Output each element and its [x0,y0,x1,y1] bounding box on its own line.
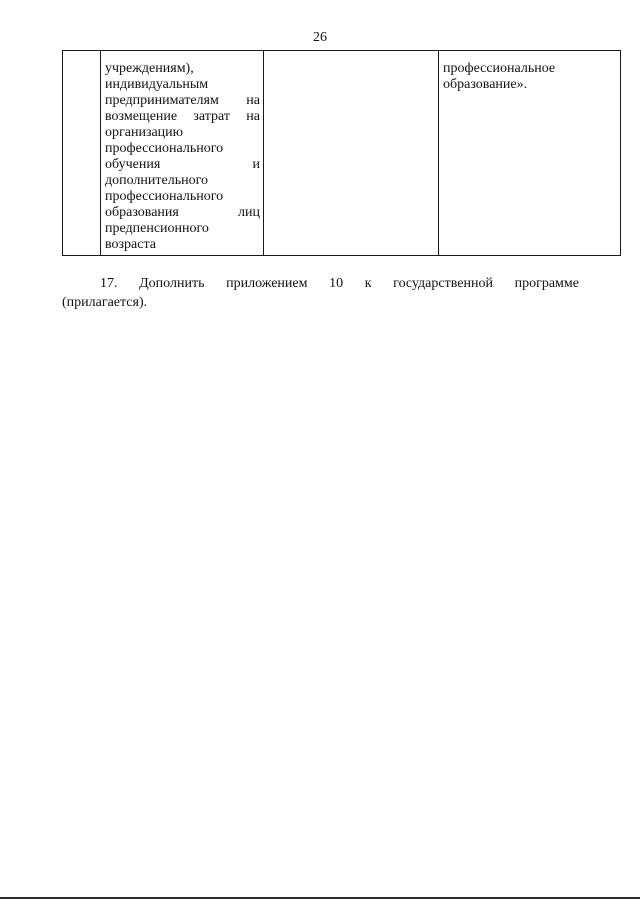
paragraph-first-line: 17. Дополнить приложением 10 к государственной программе [100,276,579,291]
result-line: профессиональное [443,61,556,76]
name-line: дополнительного [105,173,208,188]
row-number-cell [63,51,101,256]
name-line: предпринимателям на [105,93,260,108]
name-line: учреждениям), [105,61,194,76]
name-line: обучения и [105,157,260,172]
name-line: образования лиц [105,205,260,220]
name-line: индивидуальным [105,77,209,92]
item-17-paragraph [62,274,579,312]
result-cell [439,51,621,256]
name-line: профессионального [105,189,224,204]
page-number: 26 [313,30,327,45]
result-line: образование». [443,77,528,92]
measure-name-cell [101,51,264,256]
scan-bottom-edge [0,897,640,899]
name-line: профессионального [105,141,224,156]
name-line: возмещение затрат на [105,109,260,124]
empty-cell [264,51,439,256]
name-line: организацию [105,125,184,140]
program-table [62,50,621,256]
name-line: предпенсионного [105,221,209,236]
paragraph-second-line: (прилагается). [62,295,148,310]
table-row [63,51,621,256]
name-line: возраста [105,237,156,252]
